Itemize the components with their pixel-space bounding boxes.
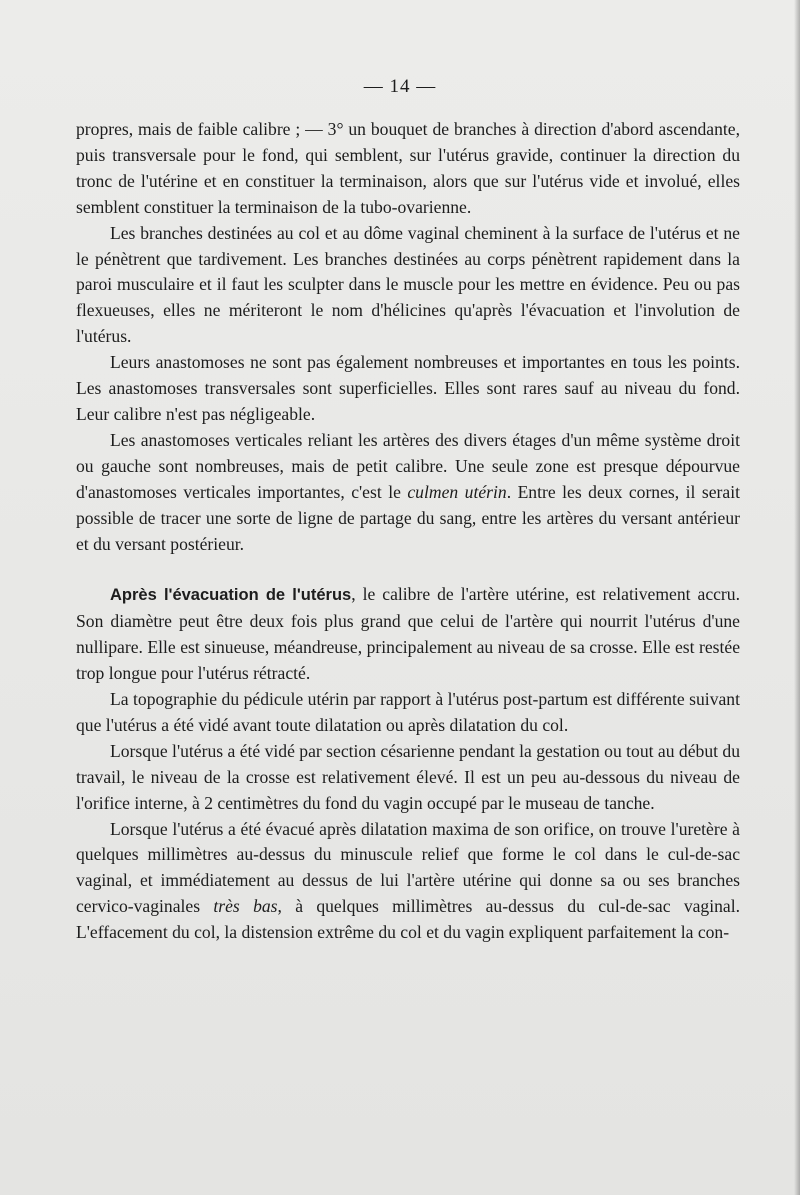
paragraph — [76, 817, 740, 947]
paragraph — [76, 428, 740, 558]
paragraph-text: La topographie du pédicule utérin par rapport à l'utérus post-partum est différente suivant que l'utérus a été vidé avant toute dilatation ou après dilatation du col. — [76, 689, 740, 735]
paragraph-text: , le calibre de l'artère utérine, est relativement accru. Son diamètre peut être deux fois plus grand que celui de l'artère qui nourrit l'utérus d'une nullipare. Elle est sinueuse, méandreuse, principalement au niveau de sa crosse. Elle est restée trop longue pour l'utérus rétracté. — [76, 584, 740, 684]
paragraph-text: Lorsque l'utérus a été évacué après dilatation maxima de son orifice, on trouve l'uretère à quelques millimètres au-dessus du minuscule relief que forme le col dans le cul-de-sac vaginal, et immédiatement au dessus de lui l'artère utérine qui donne sa ou ses branches cervico-vaginales — [76, 818, 740, 917]
body-text — [76, 117, 740, 946]
page-edge-shadow — [794, 0, 800, 1195]
paragraph — [76, 117, 740, 221]
paragraph — [76, 582, 740, 687]
page-number: — 14 — — [363, 76, 437, 97]
run-in-heading: Après l'évacuation de l'utérus — [110, 586, 352, 605]
paragraph-text: Lorsque l'utérus a été vidé par section césarienne pendant la gestation ou tout au début du travail, le niveau de la crosse est relativement élevé. Il est un peu au-dessous du niveau de l'orifice interne, à 2 centimètres du fond du vagin occupé par le museau de tanche. — [76, 740, 740, 813]
italic-term: très bas — [213, 896, 278, 917]
paragraph-text: Les branches destinées au col et au dôme vaginal cheminent à la surface de l'utérus et ne le pénètrent que tardivement. Les branches destinées au corps pénètrent rapidement dans la paroi musculaire et il faut les sculpter dans le muscle pour les mettre en évidence. Peu ou pas flexueuses, elles ne mériteront le nom d'hélicines qu'après l'évacuation et l'involution de l'utérus. — [76, 222, 740, 347]
paragraph — [76, 350, 740, 428]
paragraph — [76, 739, 740, 817]
paragraph-text: , à quelques millimètres au-dessus du cul-de-sac vaginal. L'effacement du col, la distension extrême du col et du vagin expliquent parfaitement la con- — [76, 896, 740, 943]
paragraph — [76, 687, 740, 739]
paragraph — [76, 221, 740, 351]
paragraph-text: . Entre les deux cornes, il serait possible de tracer une sorte de ligne de partage du sang, entre les artères du versant antérieur et du versant postérieur. — [76, 481, 740, 554]
paragraph-text: Leurs anastomoses ne sont pas également nombreuses et importantes en tous les points. Les anastomoses transversales sont superficielles. Elles sont rares sauf au niveau du fond. Leur calibre n'est pas négligeable. — [76, 352, 740, 424]
paragraph-text: Les anastomoses verticales reliant les artères des divers étages d'un même système droit ou gauche sont nombreuses, mais de petit calibre. Une seule zone est presque dépourvue d'anastomoses verticales importantes, c'est le — [76, 429, 740, 502]
paragraph-text: propres, mais de faible calibre ; — 3° un bouquet de branches à direction d'abord ascendante, puis transversale pour le fond, qui semblent, sur l'utérus gravide, continuer la direction du tronc de l'utérine et en constituer la terminaison, alors que sur l'utérus vide et involué, elles semblent constituer la terminaison de la tubo-ovarienne. — [76, 119, 740, 217]
section-gap — [76, 557, 740, 582]
italic-term: culmen utérin — [407, 481, 507, 502]
